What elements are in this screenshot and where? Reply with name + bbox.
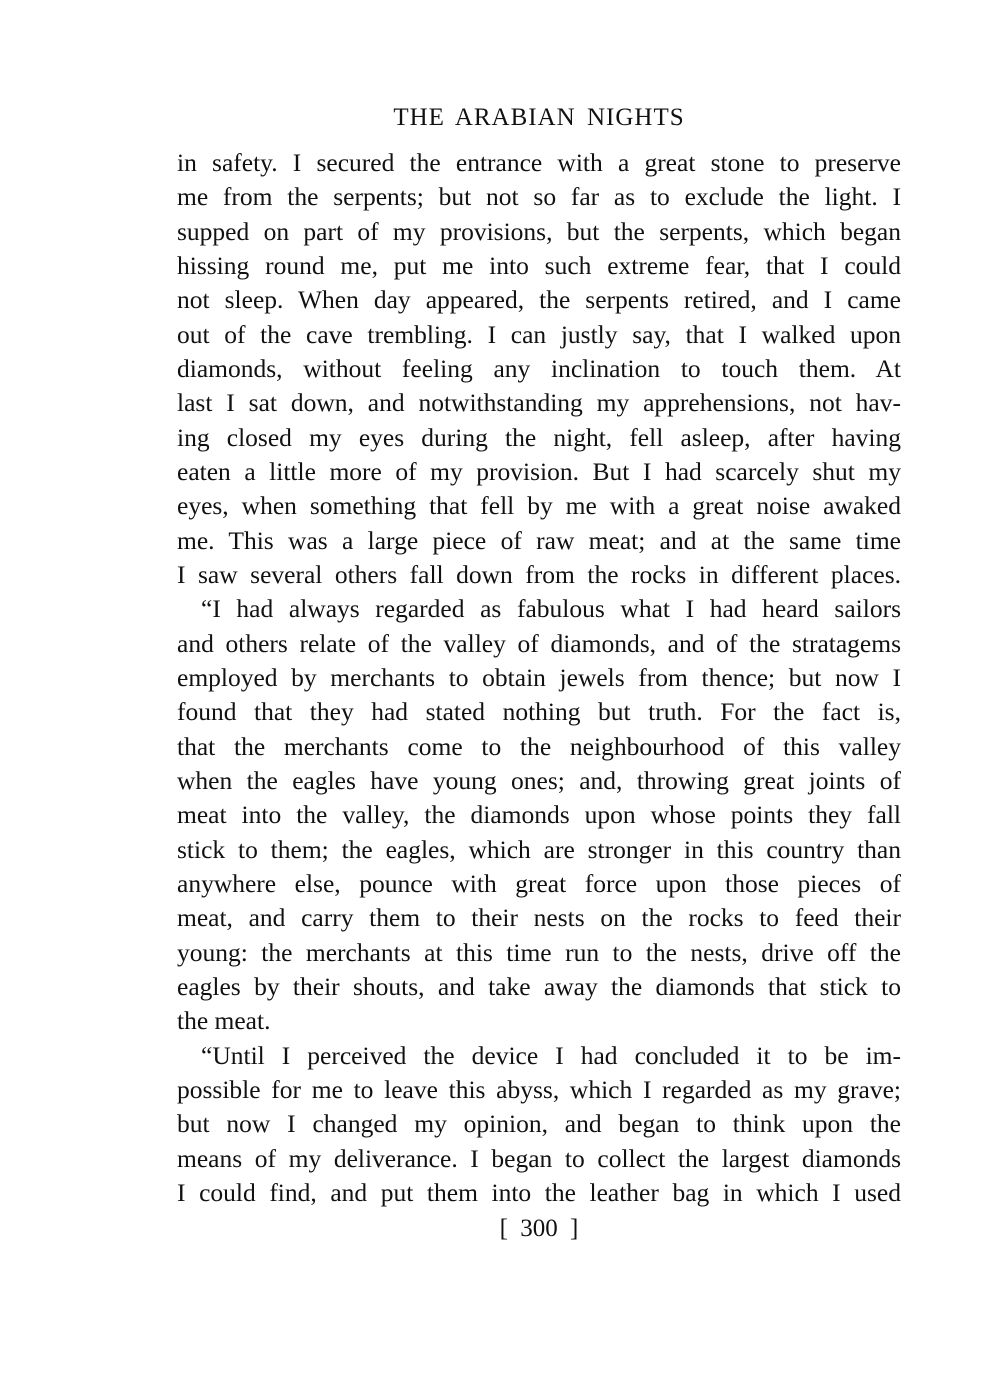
text-line: that the merchants come to the neighbourhood of this valley — [177, 731, 901, 761]
page-number: [ 300 ] — [499, 1215, 579, 1242]
text-line: ing closed my eyes during the night, fell asleep, after having — [177, 422, 901, 452]
text-line: when the eagles have young ones; and, throwing great joints of — [177, 765, 901, 795]
text-line: eaten a little more of my provision. But I had scarcely shut my — [177, 456, 901, 486]
paragraph-start-line: “Until I perceived the device I had concluded it to be im- — [201, 1040, 901, 1070]
text-line: stick to them; the eagles, which are stronger in this country than — [177, 834, 901, 864]
text-line: anywhere else, pounce with great force upon those pieces of — [177, 868, 901, 898]
text-line: I saw several others fall down from the rocks in different places. — [177, 559, 901, 589]
text-line: meat, and carry them to their nests on the rocks to feed their — [177, 903, 901, 933]
text-line: supped on part of my provisions, but the serpents, which began — [177, 216, 901, 246]
text-line: I could find, and put them into the leather bag in which I used — [177, 1177, 901, 1207]
text-line: found that they had stated nothing but truth. For the fact is, — [177, 697, 901, 727]
text-line: out of the cave trembling. I can justly say, that I walked upon — [177, 319, 901, 349]
text-line: me. This was a large piece of raw meat; and at the same time — [177, 525, 901, 555]
text-line: hissing round me, put me into such extreme fear, that I could — [177, 250, 901, 280]
body-text — [177, 146, 901, 1210]
text-line: young: the merchants at this time run to the nests, drive off the — [177, 937, 901, 967]
text-line: eyes, when something that fell by me with a great noise awaked — [177, 491, 901, 521]
paragraph-start-line: “I had always regarded as fabulous what I had heard sailors — [201, 594, 901, 624]
text-line: not sleep. When day appeared, the serpents retired, and I came — [177, 285, 901, 315]
text-line: employed by merchants to obtain jewels from thence; but now I — [177, 662, 901, 692]
running-head: THE ARABIAN NIGHTS — [393, 104, 685, 131]
text-line: last I sat down, and notwithstanding my apprehensions, not hav- — [177, 388, 901, 418]
text-line: in safety. I secured the entrance with a great stone to preserve — [177, 148, 901, 177]
text-line: possible for me to leave this abyss, which I regarded as my grave; — [177, 1074, 901, 1104]
text-line: diamonds, without feeling any inclination to touch them. At — [177, 353, 901, 383]
text-line: eagles by their shouts, and take away the diamonds that stick to — [177, 971, 901, 1001]
text-line: me from the serpents; but not so far as to exclude the light. I — [177, 182, 901, 212]
paragraph-end-line: the meat. — [177, 1006, 271, 1036]
text-line: means of my deliverance. I began to collect the largest diamonds — [177, 1143, 901, 1173]
text-line: but now I changed my opinion, and began to think upon the — [177, 1109, 901, 1139]
text-line: and others relate of the valley of diamonds, and of the stratagems — [177, 628, 901, 658]
text-line: meat into the valley, the diamonds upon whose points they fall — [177, 800, 901, 830]
